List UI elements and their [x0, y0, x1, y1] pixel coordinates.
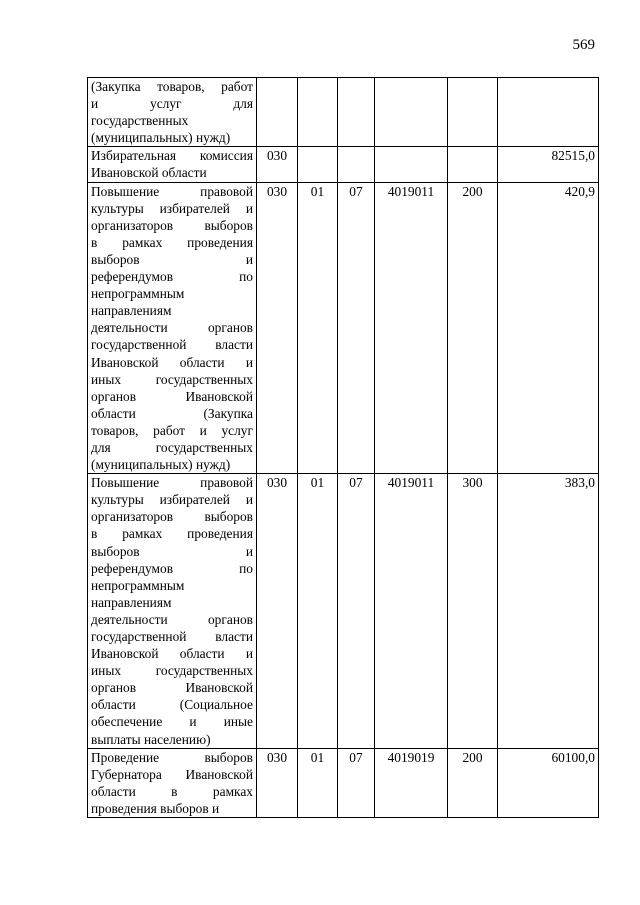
- name-line: области (Закупка: [91, 405, 253, 421]
- cell-cs: 4019011: [375, 474, 448, 749]
- cell-rz: 01: [298, 182, 338, 474]
- cell-rz: [298, 78, 338, 147]
- cell-pr: [338, 78, 375, 147]
- cell-pr: 07: [338, 182, 375, 474]
- cell-gr: 030: [257, 474, 298, 749]
- page-number: 569: [572, 37, 595, 53]
- name-line: Избирательная комиссия: [91, 148, 253, 164]
- cell-rz: 01: [298, 748, 338, 817]
- name-line: в рамках проведения: [91, 234, 253, 250]
- cell-pr: 07: [338, 474, 375, 749]
- table-row: [88, 147, 599, 182]
- budget-table: [87, 77, 599, 818]
- cell-rz: 01: [298, 474, 338, 749]
- cell-cs: 4019011: [375, 182, 448, 474]
- name-line: референдумов по: [91, 560, 253, 576]
- name-line: Губернатора Ивановской: [91, 766, 253, 782]
- name-line: направлениям: [91, 303, 172, 319]
- name-line: области в рамках: [91, 783, 253, 799]
- cell-sum: [498, 78, 599, 147]
- name-line: выборов и: [91, 543, 253, 559]
- name-line: организаторов выборов: [91, 509, 253, 525]
- cell-vr: 200: [448, 182, 498, 474]
- name-line: выплаты населению): [91, 731, 211, 747]
- cell-name: [88, 78, 257, 147]
- name-line: Ивановской области и: [91, 354, 253, 370]
- cell-vr: [448, 78, 498, 147]
- name-line: Повышение правовой: [91, 475, 253, 491]
- cell-vr: [448, 147, 498, 182]
- name-line: проведения выборов и: [91, 800, 220, 816]
- cell-pr: 07: [338, 748, 375, 817]
- cell-sum: 383,0: [498, 474, 599, 749]
- name-line: для государственных: [91, 439, 253, 455]
- name-line: непрограммным: [91, 577, 185, 593]
- name-line: государственной власти: [91, 337, 253, 353]
- cell-vr: 300: [448, 474, 498, 749]
- name-line: области (Социальное: [91, 697, 253, 713]
- name-line: Проведение выборов: [91, 749, 253, 765]
- name-line: иных государственных: [91, 371, 253, 387]
- name-line: непрограммным: [91, 286, 185, 302]
- name-line: направлениям: [91, 594, 172, 610]
- name-line: выборов и: [91, 251, 253, 267]
- cell-cs: [375, 78, 448, 147]
- name-line: (муниципальных) нужд): [91, 130, 231, 146]
- name-line: Повышение правовой: [91, 183, 253, 199]
- name-line: деятельности органов: [91, 611, 253, 627]
- name-line: обеспечение и иные: [91, 714, 253, 730]
- name-line: культуры избирателей и: [91, 200, 253, 216]
- cell-gr: [257, 78, 298, 147]
- cell-pr: [338, 147, 375, 182]
- name-line: органов Ивановской: [91, 388, 253, 404]
- name-line: (муниципальных) нужд): [91, 457, 231, 473]
- name-line: в рамках проведения: [91, 526, 253, 542]
- name-line: государственной власти: [91, 629, 253, 644]
- cell-rz: [298, 147, 338, 182]
- cell-cs: [375, 147, 448, 182]
- cell-vr: 200: [448, 748, 498, 817]
- name-line: и услуг для: [91, 96, 253, 112]
- name-line: Ивановской области и: [91, 646, 253, 662]
- table-row: [88, 78, 599, 147]
- name-line: органов Ивановской: [91, 680, 253, 696]
- name-line: культуры избирателей и: [91, 492, 253, 508]
- cell-gr: 030: [257, 147, 298, 182]
- name-line: Ивановской области: [91, 165, 207, 181]
- cell-gr: 030: [257, 748, 298, 817]
- cell-gr: 030: [257, 182, 298, 474]
- name-line: организаторов выборов: [91, 217, 253, 233]
- cell-sum: 420,9: [498, 182, 599, 474]
- name-line: иных государственных: [91, 663, 253, 679]
- cell-sum: 60100,0: [498, 748, 599, 817]
- name-line: референдумов по: [91, 269, 253, 285]
- name-line: (Закупка товаров, работ: [91, 79, 253, 94]
- table-row: [88, 182, 599, 474]
- cell-sum: 82515,0: [498, 147, 599, 182]
- table-row: [88, 474, 599, 749]
- cell-name: [88, 147, 257, 182]
- cell-cs: 4019019: [375, 748, 448, 817]
- table-body: [88, 78, 599, 818]
- cell-name: [88, 182, 257, 474]
- cell-name: [88, 474, 257, 749]
- cell-name: [88, 748, 257, 817]
- name-line: товаров, работ и услуг: [91, 422, 253, 438]
- name-line: деятельности органов: [91, 320, 253, 336]
- table-row: [88, 748, 599, 817]
- name-line: государственных: [91, 113, 189, 129]
